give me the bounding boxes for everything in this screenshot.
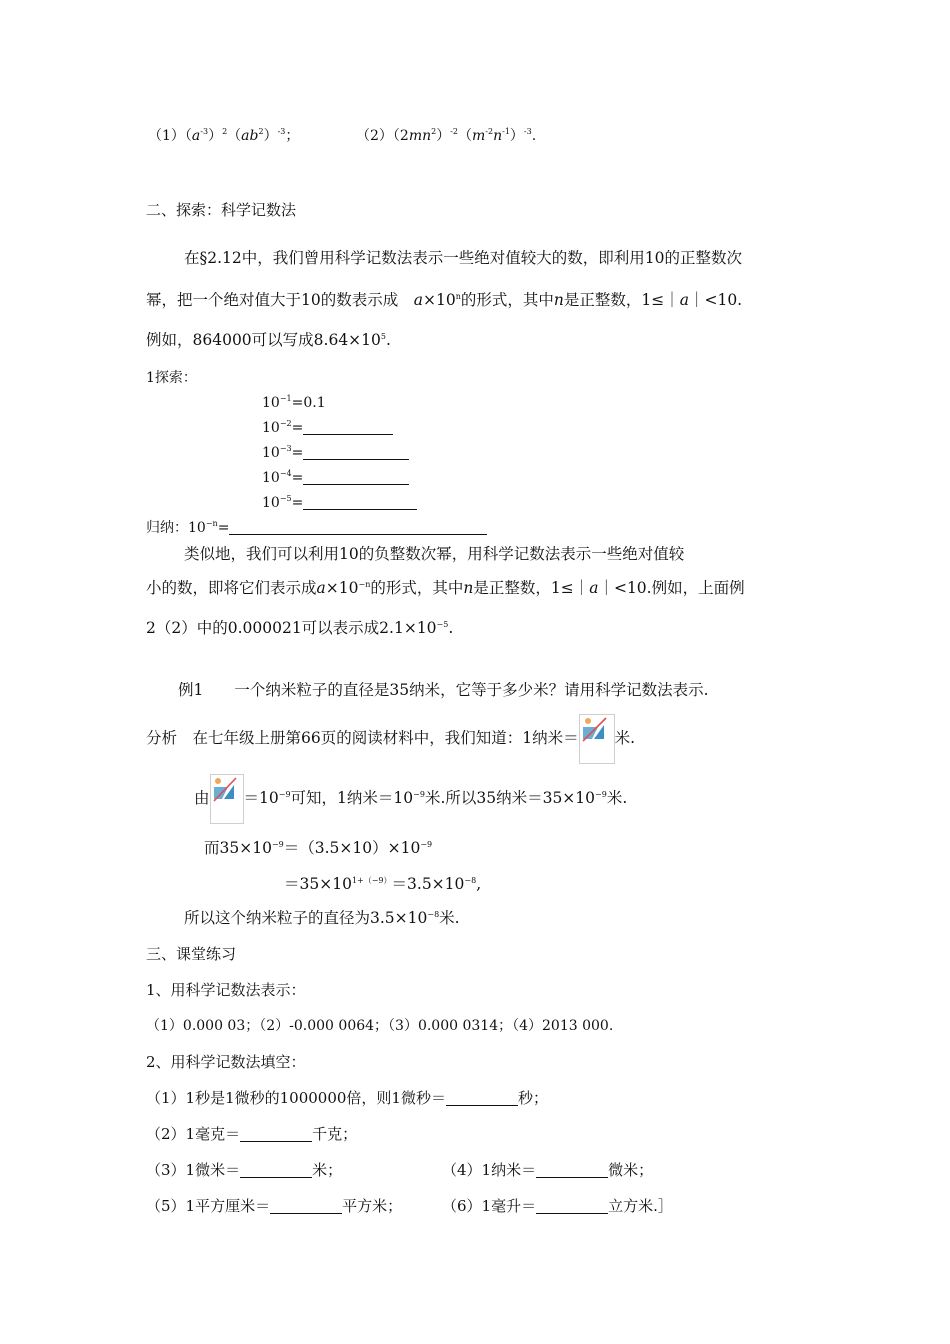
example-analysis-line: 分析 在七年级上册第66页的阅读材料中，我们知道：1纳米＝ 米. <box>146 714 635 764</box>
computation-line-2: $=35\times 10^{1+(-9)}=3.5\times 10^{-8}$, <box>284 875 482 893</box>
exercise-2-q5: （5）1平方厘米＝ 平方米； <box>146 1197 403 1215</box>
answer-blank[interactable] <box>536 1199 608 1214</box>
summary-line: 归纳：$10^{-n}=$ <box>146 518 487 538</box>
exercise-2-q4: （4）1纳米＝ 微米； <box>442 1161 654 1179</box>
similar-line-3: 2（2）中的0.000021可以表示成$2.1\times 10^{-5}$. <box>146 619 454 637</box>
broken-image-icon <box>580 715 614 763</box>
exercise-2-q6: （6）1毫升＝ 立方米.］ <box>442 1197 673 1215</box>
explore-row: $10^{-1}=0.1$ <box>262 394 326 411</box>
section-2-heading: 二、探索：科学记数法 <box>146 201 297 219</box>
similar-line-2: 小的数，即将它们表示成$a\times 10^{-n}$的形式，其中n是正整数，1≤｜a｜<10.例如，上面例 <box>146 579 745 597</box>
computation-line-1: 而$35\times 10^{-9}=(3.5\times 10)\times 10^{-9}$ <box>204 839 433 857</box>
answer-blank[interactable] <box>240 1127 312 1142</box>
answer-blank[interactable] <box>229 520 487 535</box>
problem-2: $(2)(2mn^2)^{-2}(m^{-2}n^{-1})^{-3}$. <box>356 127 537 144</box>
explore-row: $10^{-3}=$ <box>262 443 409 463</box>
fraction-image-placeholder <box>579 714 615 764</box>
exercise-1-items: （1）0.000 03；（2）-0.000 0064；（3）0.000 0314；（4）2013 000. <box>146 1018 614 1034</box>
explore-row: $10^{-4}=$ <box>262 468 409 488</box>
conclusion-line: 所以这个纳米粒子的直径为$3.5\times 10^{-8}$米. <box>184 909 460 927</box>
section-3-heading: 三、课堂练习 <box>146 945 237 963</box>
exercise-1-title: 1、用科学记数法表示： <box>146 981 306 999</box>
explore-row: $10^{-5}=$ <box>262 493 417 513</box>
example-1-question: 例1 一个纳米粒子的直径是35纳米，它等于多少米？请用科学记数法表示. <box>178 681 709 699</box>
explore-title: 1探索： <box>146 370 197 386</box>
explore-row: $10^{-2}=$ <box>262 418 393 438</box>
answer-blank[interactable] <box>303 445 409 460</box>
intro-line-1: 在§2.12中，我们曾用科学记数法表示一些绝对值较大的数，即利用10的正整数次 <box>184 249 742 267</box>
answer-blank[interactable] <box>303 470 409 485</box>
answer-blank[interactable] <box>446 1091 518 1106</box>
broken-image-icon <box>211 775 243 823</box>
answer-blank[interactable] <box>270 1199 342 1214</box>
exercise-2-q1: （1）1秒是1微秒的1000000倍，则1微秒＝ 秒； <box>146 1089 548 1107</box>
answer-blank[interactable] <box>536 1163 608 1178</box>
intro-line-2: 幂，把一个绝对值大于10的数表示成 $a\times 10^n$的形式，其中n是正整数，1≤｜a｜<10. <box>146 291 743 309</box>
exercise-2-q2: （2）1毫克＝ 千克； <box>146 1125 358 1143</box>
similar-line-1: 类似地，我们可以利用10的负整数次幂，用科学记数法表示一些绝对值较 <box>184 545 685 563</box>
answer-blank[interactable] <box>303 495 417 510</box>
exercise-2-q3: （3）1微米＝ 米； <box>146 1161 343 1179</box>
problem-1: $(1)(a^{-3})^2(ab^2)^{-3}$； <box>148 127 300 144</box>
answer-blank[interactable] <box>303 420 393 435</box>
intro-line-3: 例如，864000可以写成$8.64\times 10^5$. <box>146 331 391 349</box>
answer-blank[interactable] <box>240 1163 312 1178</box>
exercise-2-title: 2、用科学记数法填空： <box>146 1053 306 1071</box>
example-derivation-line: 由 $=10^{-9}$可知，1纳米$=10^{-9}$米.所以35纳米$=35\times 10^{-9}$米. <box>194 774 627 824</box>
fraction-image-placeholder <box>210 774 244 824</box>
